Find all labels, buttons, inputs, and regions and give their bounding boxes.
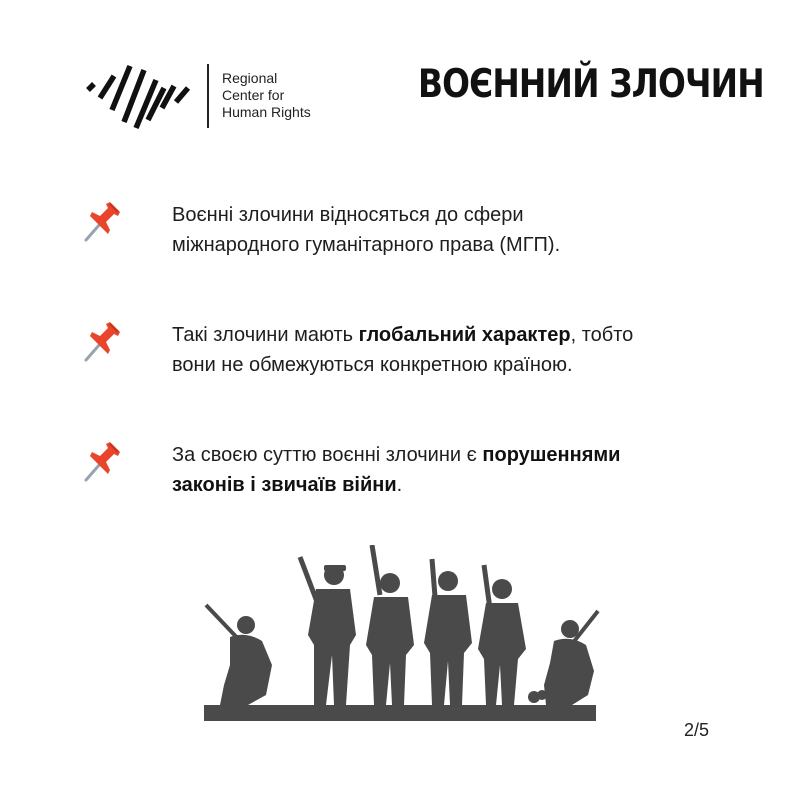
text-run: , тобто bbox=[570, 324, 634, 346]
org-name-line: Center for bbox=[222, 87, 285, 103]
bullet-text-line: Воєнні злочини відносяться до сфери bbox=[172, 204, 524, 226]
bold-text-run: порушеннями bbox=[482, 444, 621, 466]
text-run: Такі злочини мають bbox=[172, 324, 359, 346]
bullet-text bbox=[172, 200, 732, 260]
text-run: . bbox=[396, 474, 403, 496]
pushpin-icon bbox=[80, 320, 124, 364]
bullet-text bbox=[172, 440, 732, 500]
bullet-text-line: вони не обмежуються конкретною країною. bbox=[172, 354, 573, 376]
bullet-text-line: міжнародного гуманітарного права (МГП). bbox=[172, 234, 561, 256]
bullet-text-line bbox=[172, 320, 732, 350]
pushpin-icon bbox=[80, 440, 124, 484]
bullet-text bbox=[172, 320, 732, 380]
organization-name bbox=[222, 70, 342, 121]
soldiers-silhouette-icon bbox=[200, 545, 600, 725]
logo-divider bbox=[207, 64, 209, 128]
page-title: ВОЄННИЙ ЗЛОЧИН bbox=[418, 62, 764, 107]
pushpin-icon bbox=[80, 200, 124, 244]
org-name-line: Human Rights bbox=[222, 104, 311, 120]
org-name-line: Regional bbox=[222, 70, 278, 86]
page-number: 2/5 bbox=[684, 720, 710, 740]
rchr-logo-icon bbox=[84, 62, 196, 132]
bullet-text-line bbox=[172, 470, 732, 500]
bold-text-run: законів і звичаїв війни bbox=[172, 474, 397, 496]
bullet-text-line bbox=[172, 440, 732, 470]
bold-text-run: глобальний характер bbox=[358, 324, 571, 346]
text-run: За своєю суттю воєнні злочини є bbox=[172, 444, 483, 466]
